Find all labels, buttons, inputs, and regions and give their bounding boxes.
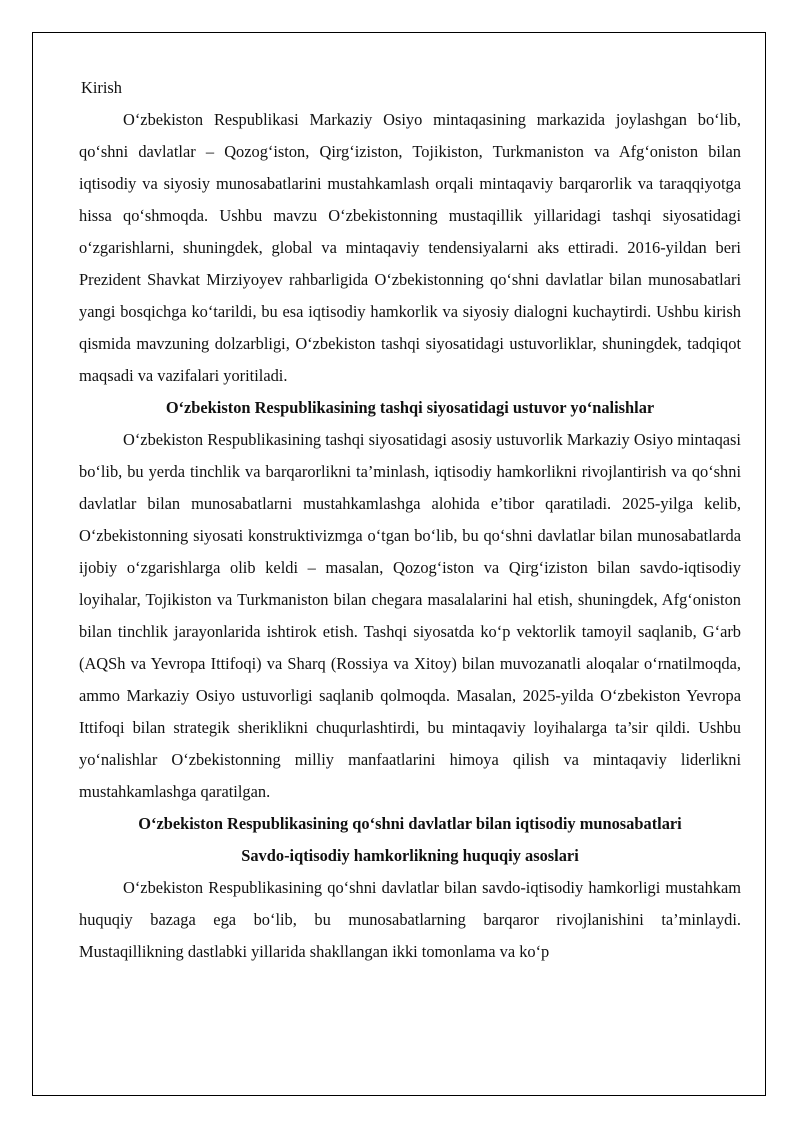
intro-heading: Kirish: [81, 78, 122, 97]
section2-paragraph: O‘zbekiston Respublikasining qo‘shni davlatlar bilan savdo-iqtisodiy hamkorligi mustahkam huquqiy bazaga ega bo‘lib, bu munosabatlarning barqaror rivojlanishini ta’minlaydi. Mustaqillikning dastlabki yillarida shakllangan ikki tomonlama va ko‘p: [79, 878, 741, 961]
section2-heading: O‘zbekiston Respublikasining qo‘shni davlatlar bilan iqtisodiy munosabatlari: [138, 814, 682, 833]
intro-paragraph: O‘zbekiston Respublikasi Markaziy Osiyo mintaqasining markazida joylashgan bo‘lib, qo‘shni davlatlar – Qozog‘iston, Qirg‘iziston, Tojikiston, Turkmaniston va Afg‘oniston bilan iqtisodiy va siyosiy munosabatlarini mustahkamlash orqali mintaqaviy barqarorlik va taraqqiyotga hissa qo‘shmoqda. Ushbu mavzu O‘zbekistonning mustaqillik yillaridagi tashqi siyosatidagi o‘zgarishlarni, shuningdek, global va mintaqaviy tendensiyalarni aks ettiradi. 2016-yildan beri Prezident Shavkat Mirziyoyev rahbarligida O‘zbekistonning qo‘shni davlatlar bilan munosabatlari yangi bosqichga ko‘tarildi, bu esa iqtisodiy hamkorlik va siyosiy dialogni kuchaytirdi. Ushbu kirish qismida mavzuning dolzarbligi, O‘zbekiston tashqi siyosatidagi ustuvorliklar, shuningdek, tadqiqot maqsadi va vazifalari yoritiladi.: [79, 110, 741, 385]
section1-heading: O‘zbekiston Respublikasining tashqi siyosatidagi ustuvor yo‘nalishlar: [165, 398, 655, 417]
document-body: [79, 72, 741, 968]
section2-subheading: Savdo-iqtisodiy hamkorlikning huquqiy asoslari: [241, 846, 579, 865]
section1-paragraph: O‘zbekiston Respublikasining tashqi siyosatidagi asosiy ustuvorlik Markaziy Osiyo mintaqasi bo‘lib, bu yerda tinchlik va barqarorlikni ta’minlash, iqtisodiy hamkorlikni rivojlantirish va qo‘shni davlatlar bilan munosabatlarni mustahkamlashga alohida e’tibor qaratiladi. 2025-yilga kelib, O‘zbekistonning siyosati konstruktivizmga o‘tgan bo‘lib, bu qo‘shni davlatlar bilan munosabatlarda ijobiy o‘zgarishlarga olib keldi – masalan, Qozog‘iston va Qirg‘iziston bilan savdo-iqtisodiy loyihalar, Tojikiston va Turkmaniston bilan chegara masalalarini hal etish, shuningdek, Afg‘oniston bilan tinchlik jarayonlarida ishtirok etish. Tashqi siyosatda ko‘p vektorlik tamoyil saqlanib, G‘arb (AQSh va Yevropa Ittifoqi) va Sharq (Rossiya va Xitoy) bilan muvozanatli aloqalar o‘rnatilmoqda, ammo Markaziy Osiyo ustuvorligi saqlanib qolmoqda. Masalan, 2025-yilda O‘zbekiston Yevropa Ittifoqi bilan strategik sheriklikni chuqurlashtirdi, bu mintaqaviy loyihalarga ta’sir qildi. Ushbu yo‘nalishlar O‘zbekistonning milliy manfaatlarini himoya qilish va mintaqaviy liderlikni mustahkamlashga qaratilgan.: [79, 430, 741, 801]
